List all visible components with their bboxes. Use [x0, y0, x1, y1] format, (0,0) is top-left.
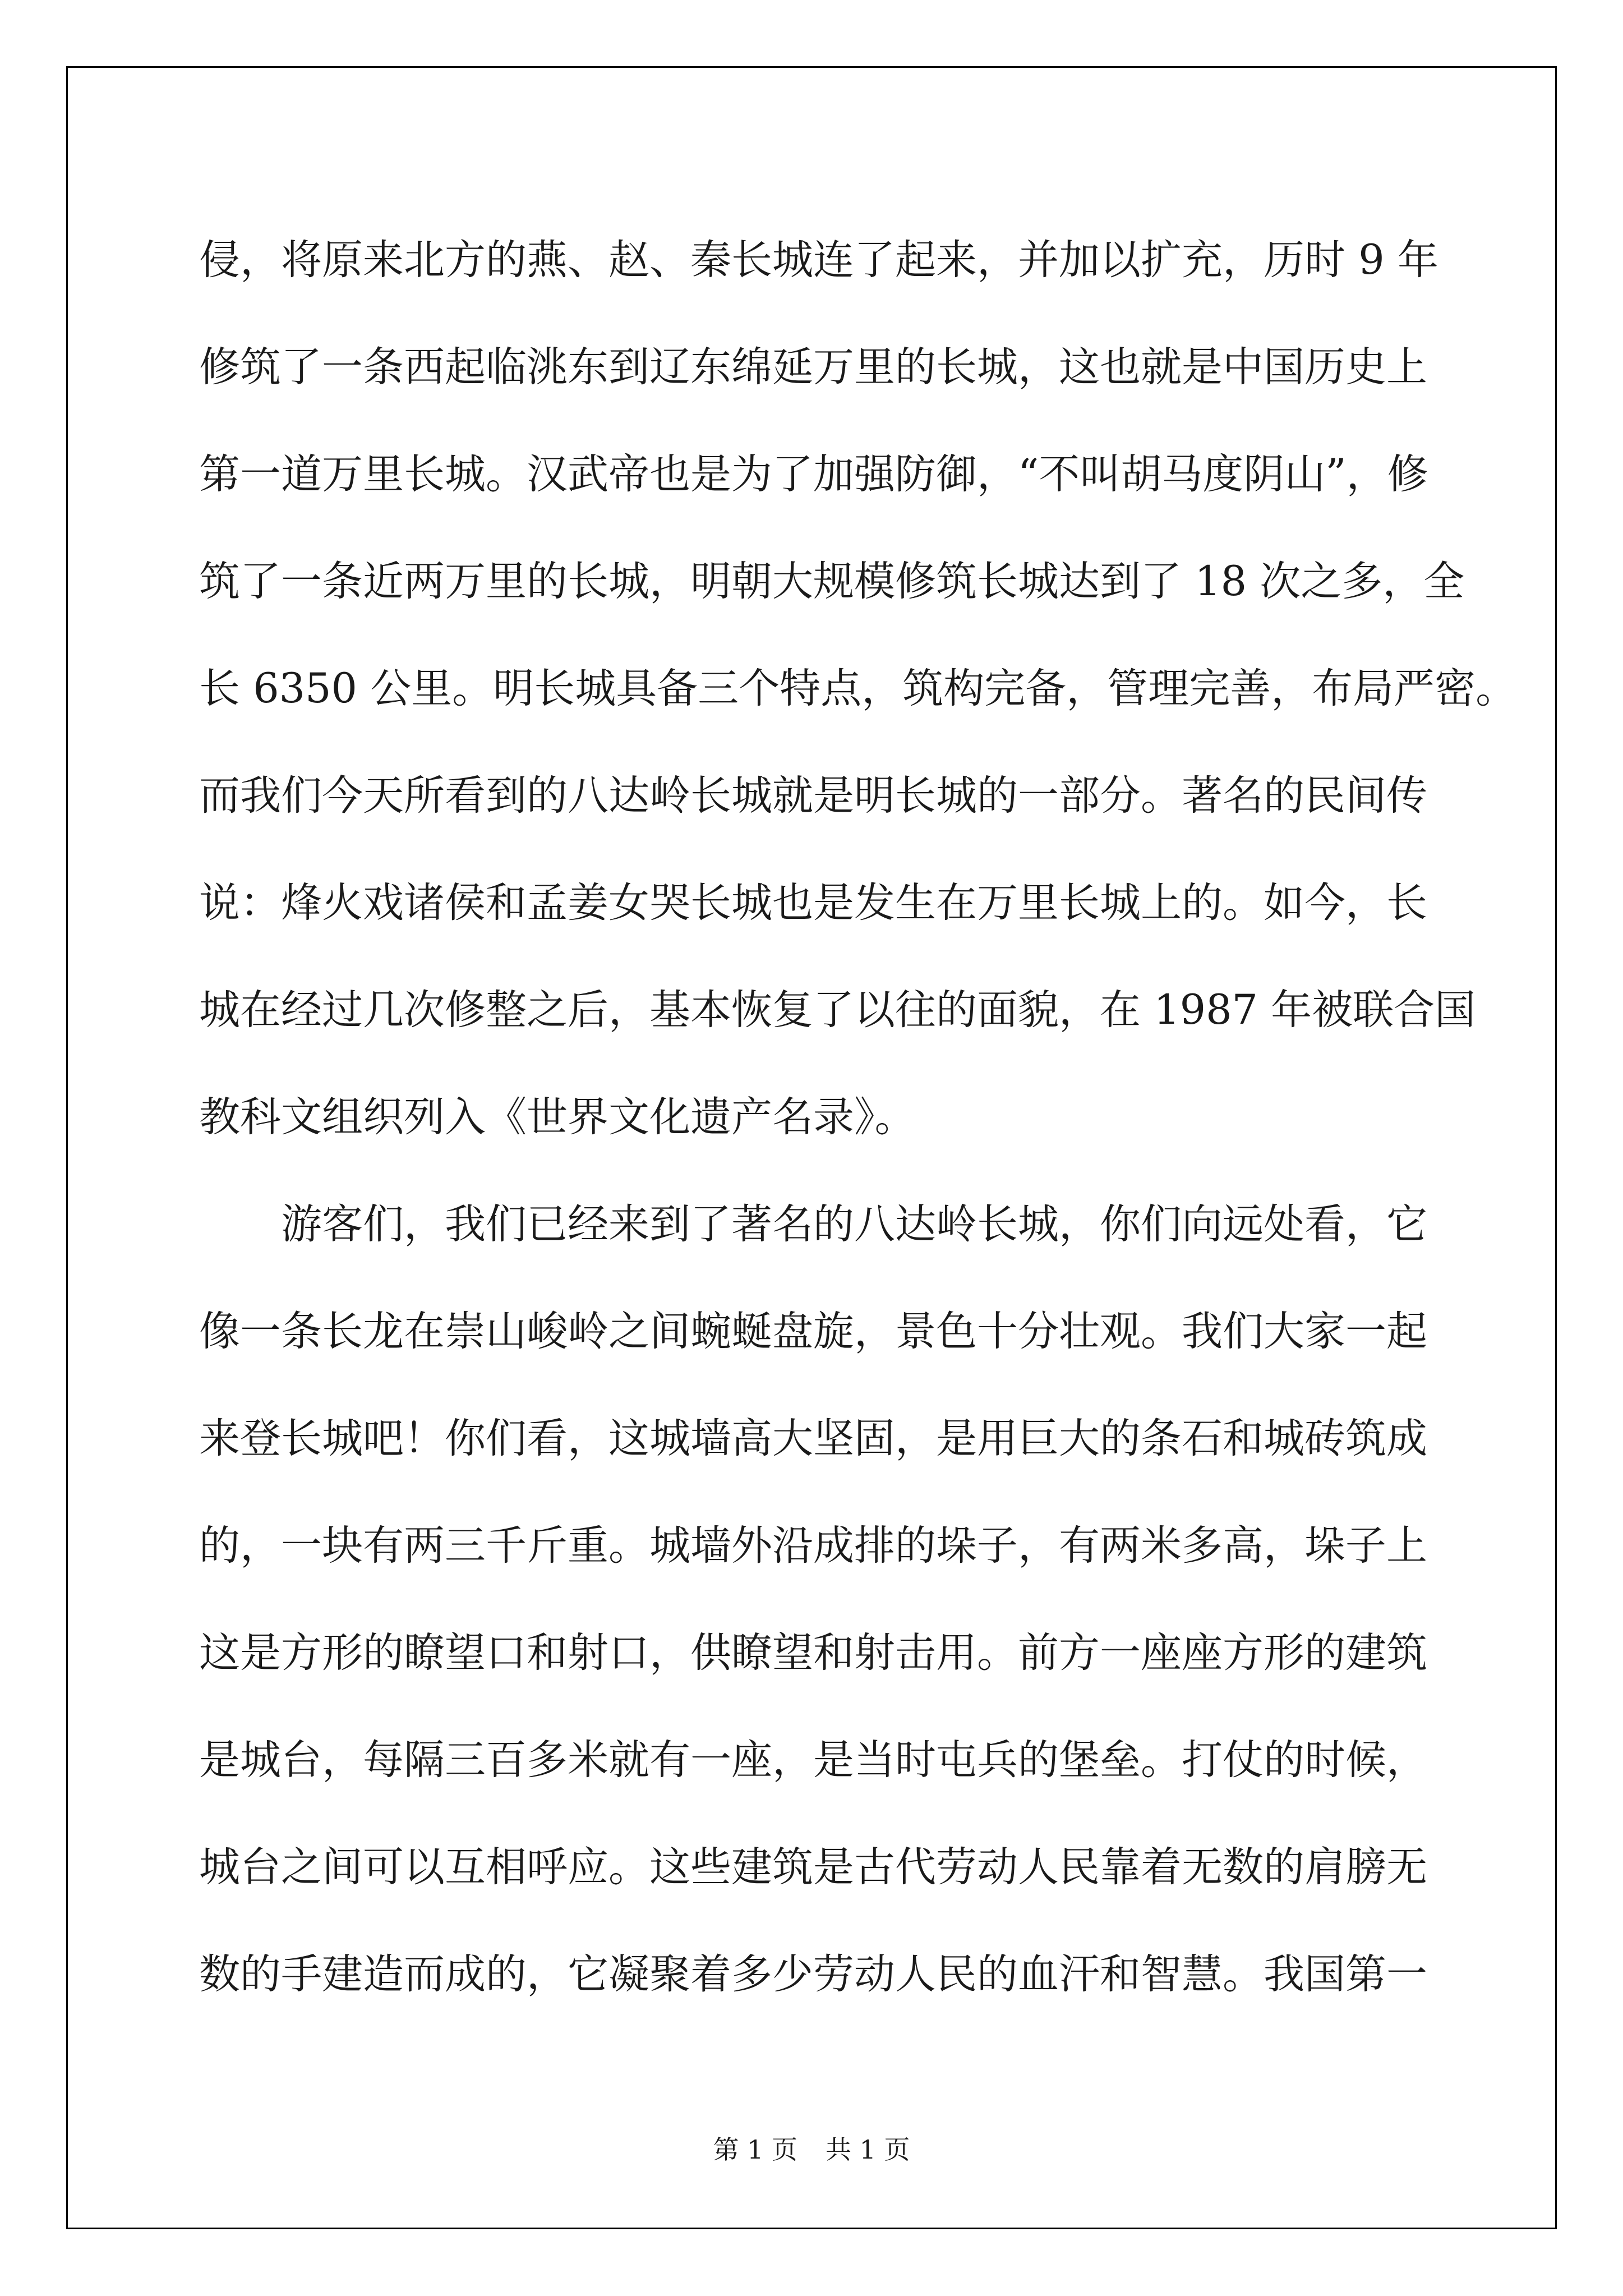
text-line: 说：烽火戏诸侯和孟姜女哭长城也是发生在万里长城上的。如今，长 [199, 879, 1427, 927]
page-total: 共 1 页 [826, 2134, 910, 2165]
page-footer [0, 2129, 1623, 2166]
text-line: 是城台，每隔三百多米就有一座，是当时屯兵的堡垒。打仗的时候， [199, 1736, 1427, 1784]
text-line: 像一条长龙在崇山峻岭之间蜿蜒盘旋，景色十分壮观。我们大家一起 [199, 1308, 1427, 1355]
text-line: 第一道万里长城。汉武帝也是为了加强防御，“不叫胡马度阴山”，修 [199, 450, 1428, 498]
text-line: 游客们，我们已经来到了著名的八达岭长城，你们向远处看，它 [281, 1200, 1427, 1248]
text-line: 城台之间可以互相呼应。这些建筑是古代劳动人民靠着无数的肩膀无 [199, 1843, 1427, 1891]
page-number: 第 1 页 [713, 2134, 797, 2165]
text-line: 教科文组织列入《世界文化遗产名录》。 [199, 1093, 916, 1141]
text-line: 长 6350 公里。明长城具备三个特点，筑构完备，管理完善，布局严密。 [199, 665, 1517, 712]
document-body [199, 206, 1517, 2028]
text-line: 这是方形的瞭望口和射口，供瞭望和射击用。前方一座座方形的建筑 [199, 1629, 1427, 1677]
text-line: 而我们今天所看到的八达岭长城就是明长城的一部分。著名的民间传 [199, 772, 1427, 820]
text-line: 来登长城吧！你们看，这城墙高大坚固，是用巨大的条石和城砖筑成 [199, 1415, 1427, 1462]
text-line: 数的手建造而成的，它凝聚着多少劳动人民的血汗和智慧。我国第一 [199, 1950, 1427, 1998]
text-line: 侵，将原来北方的燕、赵、秦长城连了起来，并加以扩充，历时 9 年 [199, 236, 1438, 284]
text-line: 城在经过几次修整之后，基本恢复了以往的面貌，在 1987 年被联合国 [199, 986, 1476, 1034]
text-line: 修筑了一条西起临洮东到辽东绵延万里的长城，这也就是中国历史上 [199, 343, 1427, 391]
text-line: 的，一块有两三千斤重。城墙外沿成排的垛子，有两米多高，垛子上 [199, 1522, 1427, 1570]
text-line: 筑了一条近两万里的长城，明朝大规模修筑长城达到了 18 次之多，全 [199, 558, 1465, 605]
